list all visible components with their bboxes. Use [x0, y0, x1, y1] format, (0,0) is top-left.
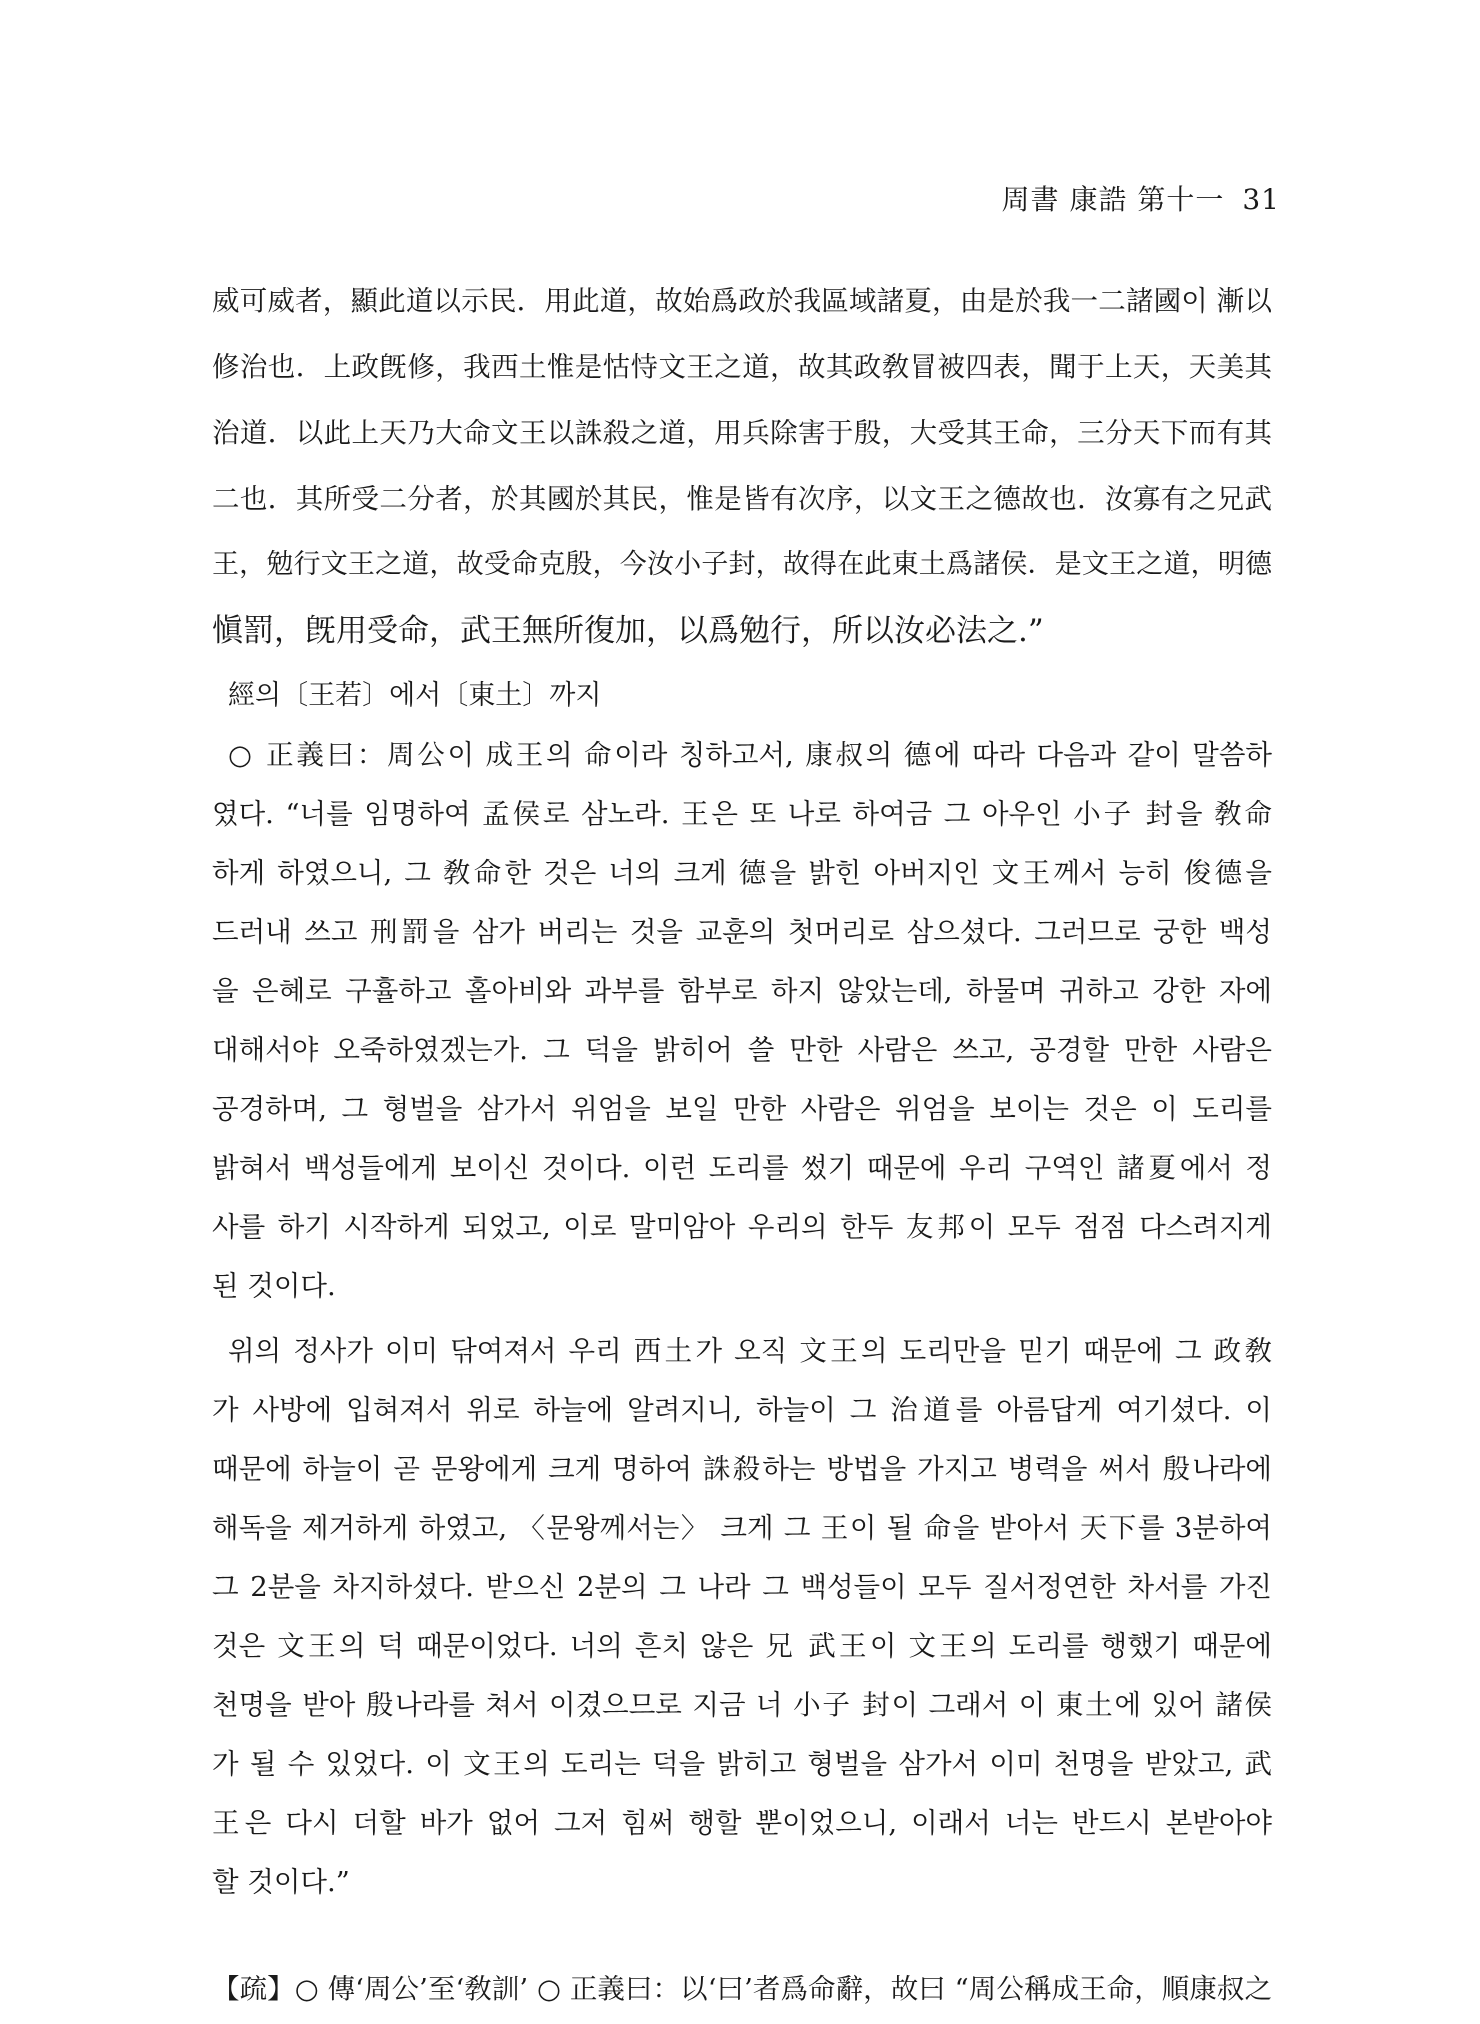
text-line: 였다. “너를 임명하여 孟侯로 삼노라. 王은 또 나로 하여금 그 아우인 小子 封을 敎命 [212, 798, 1272, 830]
text-line: 위의 정사가 이미 닦여져서 우리 西土가 오직 文王의 도리만을 믿기 때문에 그 政敎 [228, 1335, 1272, 1367]
text-line: 二也．其所受二分者，於其國於其民，惟是皆有次序，以文王之德故也．汝寡有之兄武 [212, 483, 1272, 515]
text-line: 할 것이다.” [212, 1866, 350, 1898]
text-line: 공경하며, 그 형벌을 삼가서 위엄을 보일 만한 사람은 위엄을 보이는 것은 이 도리를 [212, 1093, 1272, 1125]
translation-paragraph-1 [212, 726, 1272, 1316]
text-line: 修治也．上政旣修，我西土惟是怙恃文王之道，故其政敎冒被四表，聞于上天，天美其 [212, 351, 1272, 383]
text-line: ○ 正義曰：周公이 成王의 命이라 칭하고서, 康叔의 德에 따라 다음과 같이 말씀하 [228, 739, 1272, 771]
text-line: 천명을 받아 殷나라를 쳐서 이겼으므로 지금 너 小子 封이 그래서 이 東土에 있어 諸侯 [212, 1689, 1272, 1721]
translation-paragraph-2 [212, 1322, 1272, 1912]
text-line: 사를 하기 시작하게 되었고, 이로 말미암아 우리의 한두 友邦이 모두 점점 다스려지게 [212, 1211, 1272, 1243]
classical-chinese-block [212, 268, 1272, 664]
text-line: 治道．以此上天乃大命文王以誅殺之道，用兵除害于殷，大受其王命，三分天下而有其 [212, 417, 1272, 449]
text-line: 하게 하였으니, 그 敎命한 것은 너의 크게 德을 밝힌 아버지인 文王께서 능히 俊德을 [212, 857, 1272, 889]
running-head [1002, 178, 1280, 218]
text-line: 을 은혜로 구휼하고 홀아비와 과부를 함부로 하지 않았는데, 하물며 귀하고 강한 자에 [212, 975, 1272, 1007]
text-line: 그 2분을 차지하셨다. 받으신 2분의 그 나라 그 백성들이 모두 질서정연한 차서를 가진 [212, 1571, 1272, 1603]
text-line: 밝혀서 백성들에게 보이신 것이다. 이런 도리를 썼기 때문에 우리 구역인 諸夏에서 정 [212, 1152, 1272, 1184]
running-head-title: 周書 康誥 第十一 [1001, 183, 1225, 216]
text-line: 드러내 쓰고 刑罰을 삼가 버리는 것을 교훈의 첫머리로 삼으셨다. 그러므로 궁한 백성 [212, 916, 1272, 948]
text-line: 王은 다시 더할 바가 없어 그저 힘써 행할 뿐이었으니, 이래서 너는 반드시 본받아야 [212, 1807, 1272, 1839]
section-heading: 經의〔王若〕에서〔東土〕까지 [228, 680, 602, 711]
text-line: 해독을 제거하게 하였고, 〈문왕께서는〉 크게 그 王이 될 命을 받아서 天下를 3분하여 [212, 1512, 1272, 1544]
text-line: 대해서야 오죽하였겠는가. 그 덕을 밝히어 쓸 만한 사람은 쓰고, 공경할 만한 사람은 [212, 1034, 1272, 1066]
page-body [212, 268, 1272, 2022]
text-line: 愼罰，旣用受命，武王無所復加，以爲勉行，所以汝必法之.” [212, 613, 1044, 649]
text-line: 때문에 하늘이 곧 문왕에게 크게 명하여 誅殺하는 방법을 가지고 병력을 써서 殷나라에 [212, 1453, 1272, 1485]
text-line: 가 될 수 있었다. 이 文王의 도리는 덕을 밝히고 형벌을 삼가서 이미 천명을 받았고, 武 [212, 1748, 1272, 1780]
text-line: 王，勉行文王之道，故受命克殷，今汝小子封，故得在此東土爲諸侯．是文王之道，明德 [212, 549, 1272, 580]
commentary-block [212, 1956, 1272, 2022]
text-line: 가 사방에 입혀져서 위로 하늘에 알려지니, 하늘이 그 治道를 아름답게 여기셨다. 이 [212, 1394, 1272, 1426]
page-number: 31 [1242, 183, 1280, 216]
text-line: 威可威者，顯此道以示民．用此道，故始爲政於我區域諸夏，由是於我一二諸國이 漸以 [212, 285, 1272, 317]
text-line: 것은 文王의 덕 때문이었다. 너의 흔치 않은 兄 武王이 文王의 도리를 행했기 때문에 [212, 1630, 1272, 1662]
commentary-line: 【疏】○ 傳‘周公’至‘敎訓’ ○ 正義曰：以‘曰’者爲命辭，故曰 “周公稱成王命，順康叔之 [212, 1973, 1272, 2005]
text-line: 된 것이다. [212, 1270, 336, 1302]
